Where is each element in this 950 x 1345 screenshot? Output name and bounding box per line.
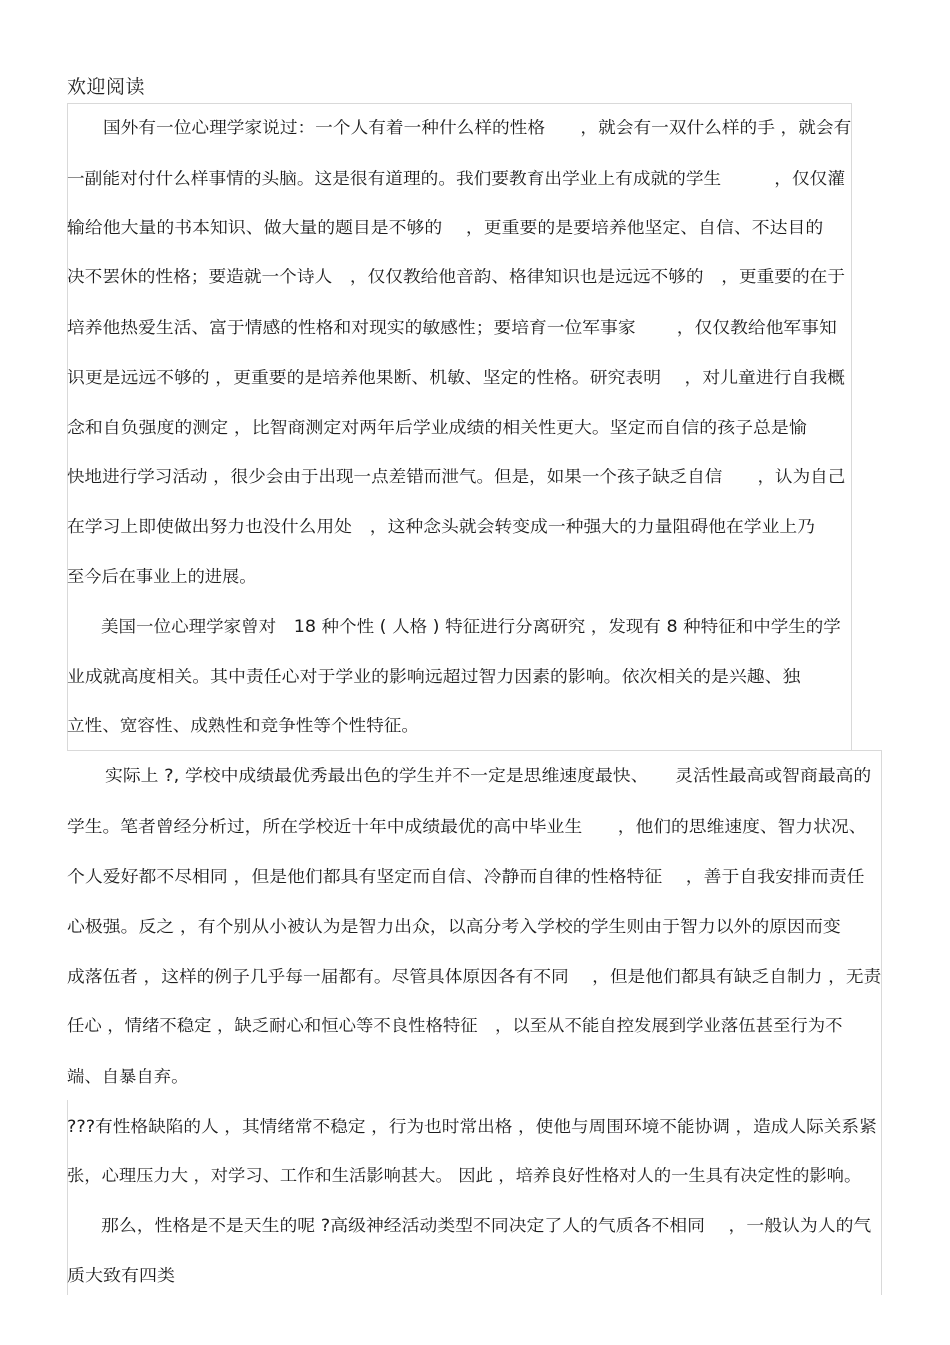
text-line: 至今后在事业上的进展。 <box>67 567 257 586</box>
text-line: 识更是远远不够的 ，更重要的是培养他果断、机敏、坚定的性格。研究表明 ，对儿童进行自我概 <box>67 368 845 387</box>
text-line: 一副能对付什么样事情的头脑。这是很有道理的。我们要教育出学业上有成就的学生 ，仅仅灌 <box>67 169 845 188</box>
text-line: 念和自负强度的测定 ，比智商测定对两年后学业成绩的相关性更大。坚定而自信的孩子总是愉 <box>67 418 807 437</box>
text-line: 质大致有四类 <box>67 1266 175 1285</box>
text-line: 输给他大量的书本知识、做大量的题目是不够的 ，更重要的是要培养他坚定、自信、不达目的 <box>67 218 824 237</box>
text-line: 立性、宽容性、成熟性和竞争性等个性特征。 <box>67 716 420 735</box>
text-line: 快地进行学习活动 ，很少会由于出现一点差错而泄气。但是，如果一个孩子缺乏自信 ，认为自己 <box>67 467 846 486</box>
text-line: 端、自暴自弃。 <box>67 1067 189 1086</box>
text-line: 那么，性格是不是天生的呢 ?高级神经活动类型不同决定了人的气质各不相同 ，一般认为人的气 <box>101 1216 872 1235</box>
frame-right-lower <box>881 750 882 1295</box>
text-line: 美国一位心理学家曾对 18 种个性 ( 人格 ) 特征进行分离研究 ，发现有 8 种特征和中学生的学 <box>101 617 841 636</box>
text-line: 国外有一位心理学家说过：一个人有着一种什么样的性格 ，就会有一双什么样的手 ，就会有 <box>103 118 852 137</box>
text-line: 成落伍者 ，这样的例子几乎每一届都有。尽管具体原因各有不同 ，但是他们都具有缺乏自制力 ，无责 <box>67 967 882 986</box>
frame-right-upper <box>851 103 852 603</box>
text-line: 心极强。反之 ，有个别从小被认为是智力出众，以高分考入学校的学生则由于智力以外的原因而变 <box>67 917 841 936</box>
text-line: 在学习上即使做出努力也没什么用处 ，这种念头就会转变成一种强大的力量阻碍他在学业上乃 <box>67 517 816 536</box>
text-line: ???有性格缺陷的人 ，其情绪常不稳定 ，行为也时常出格 ，使他与周围环境不能协调 ，造成人际关系紧 <box>67 1117 877 1136</box>
text-line: 张，心理压力大 ，对学习、工作和生活影响甚大。 因此 ，培养良好性格对人的一生具有决定性的影响。 <box>67 1166 862 1185</box>
text-line: 实际上 ?, 学校中成绩最优秀最出色的学生并不一定是思维速度最快、 灵活性最高或智商最高的 <box>105 766 872 785</box>
frame-top <box>67 103 852 104</box>
frame-mid-divider <box>67 750 882 751</box>
frame-right-mid <box>851 603 852 751</box>
page-header: 欢迎阅读 <box>67 76 146 98</box>
text-line: 业成就高度相关。其中责任心对于学业的影响远超过智力因素的影响。依次相关的是兴趣、独 <box>67 667 801 686</box>
text-line: 决不罢休的性格；要造就一个诗人 ，仅仅教给他音韵、格律知识也是远远不够的 ，更重要的在于 <box>67 267 845 286</box>
text-line: 任心 ，情绪不稳定 ，缺乏耐心和恒心等不良性格特征 ，以至从不能自控发展到学业落伍甚至行为不 <box>67 1016 843 1035</box>
text-line: 个人爱好都不尽相同 ，但是他们都具有坚定而自信、冷静而自律的性格特征 ，善于自我安排而责任 <box>67 867 865 886</box>
text-line: 培养他热爱生活、富于情感的性格和对现实的敏感性；要培育一位军事家 ，仅仅教给他军事知 <box>67 318 837 337</box>
text-line: 学生。笔者曾经分析过，所在学校近十年中成绩最优的高中毕业生 ，他们的思维速度、智力状况、 <box>67 817 867 836</box>
